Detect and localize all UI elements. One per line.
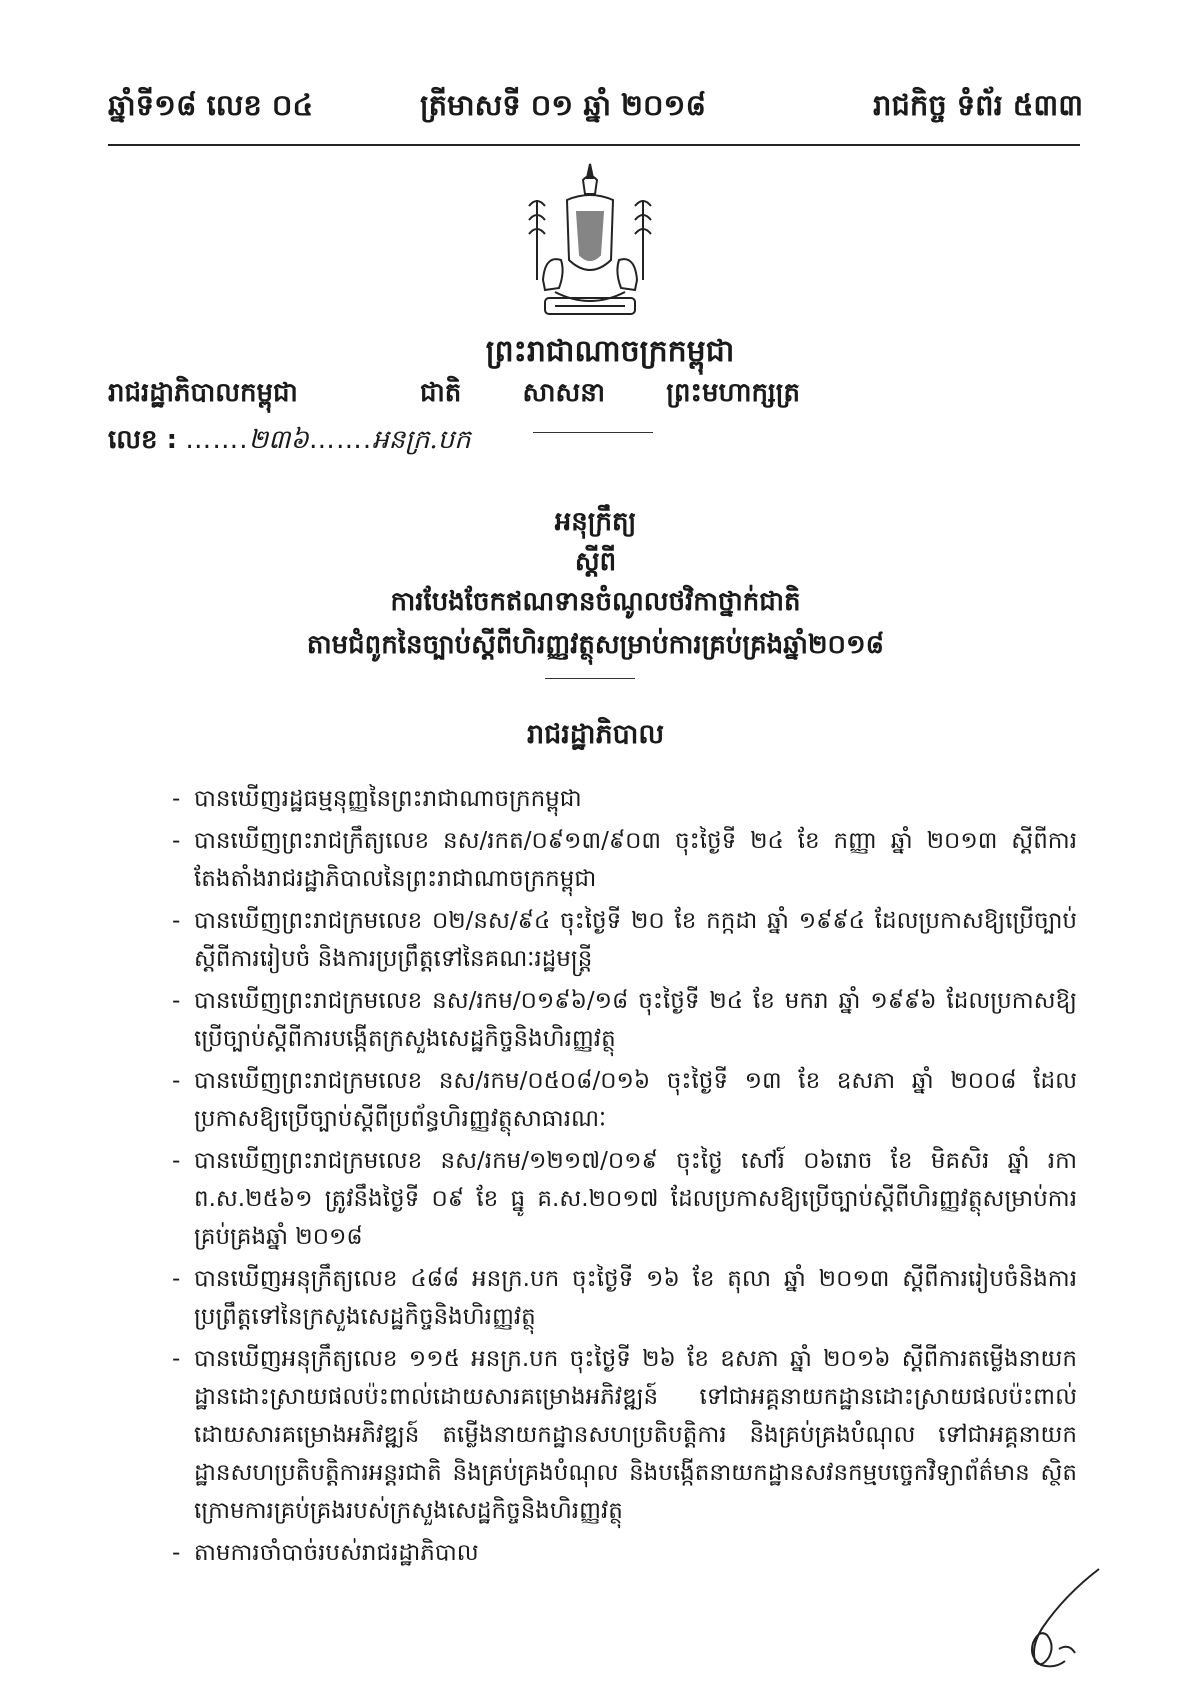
- header-quarter: ត្រីមាសទី ០១ ឆ្នាំ ២០១៨: [420, 88, 707, 122]
- reference-suffix: អនក្រ.បក: [372, 425, 471, 455]
- motto-nation: ជាតិ: [420, 378, 462, 408]
- list-item: [172, 1062, 1077, 1138]
- list-item-text: បានឃើញអនុក្រឹត្យលេខ ១១៥ អនក្រ.បក ចុះថ្ងៃទី ២៦ ខែ ឧសភា ឆ្នាំ ២០១៦ ស្តីពីការតម្លើងនាយកដ្ឋានដោះស្រាយផលប៉ះពាល់ដោយសារគម្រោងអភិវឌ្ឍន៍ ទៅជាអគ្គនាយកដ្ឋានដោះស្រាយផលប៉ះពាល់ដោយសារគម្រោងអភិវឌ្ឍន៍ តម្លើងនាយកដ្ឋានសហប្រតិបត្តិការ និងគ្រប់គ្រងបំណុល ទៅជាអគ្គនាយកដ្ឋានសហប្រតិបត្តិការអន្តរជាតិ និងគ្រប់គ្រងបំណុល និងបង្កើតនាយកដ្ឋានសវនកម្មបច្ចេកវិទ្យាព័ត៌មាន ស្ថិតក្រោមការគ្រប់គ្រងរបស់ក្រសួងសេដ្ឋកិច្ចនិងហិរញ្ញវត្ថុ: [194, 1346, 1077, 1524]
- list-item: [172, 1142, 1077, 1256]
- motto-divider: [533, 432, 653, 433]
- list-item: [172, 1534, 1077, 1572]
- document-type: អនុក្រឹត្យ: [554, 507, 637, 537]
- list-item-text: បានឃើញរដ្ឋធម្មនុញ្ញនៃព្រះរាជាណាចក្រកម្ពុជា: [194, 786, 582, 812]
- reference-dots-2: …….: [308, 425, 373, 455]
- list-item: [172, 780, 1077, 818]
- list-marker: -: [172, 1068, 181, 1094]
- list-item: [172, 1260, 1077, 1336]
- reference-dots: …….: [185, 425, 249, 455]
- list-item-text: បានឃើញព្រះរាជក្រមលេខ នស/រកម/០៥០៨/០១៦ ចុះថ្ងៃទី ១៣ ខែ ឧសភា ឆ្នាំ ២០០៨ ដែលប្រកាសឱ្យប្រើច្បាប់ស្តីពីប្រព័ន្ធហិរញ្ញវត្ថុសាធារណៈ: [194, 1068, 1077, 1132]
- motto-religion: សាសនា: [522, 378, 606, 408]
- document-title-line-2: តាមជំពូកនៃច្បាប់ស្តីពីហិរញ្ញវត្ថុសម្រាប់ការគ្រប់គ្រងឆ្នាំ២០១៨: [306, 630, 885, 660]
- motto-king: ព្រះមហាក្សត្រ: [666, 378, 800, 408]
- list-marker: -: [172, 1346, 181, 1372]
- list-item: [172, 1340, 1077, 1530]
- list-item-text: បានឃើញព្រះរាជក្រមលេខ ០២/នស/៩៤ ចុះថ្ងៃទី ២០ ខែ កក្កដា ឆ្នាំ ១៩៩៤ ដែលប្រកាសឱ្យប្រើច្បាប់ស្តីពីការរៀបចំ និងការប្រព្រឹត្តទៅនៃគណៈរដ្ឋមន្ត្រី: [194, 908, 1077, 972]
- reference-label: លេខ :: [108, 425, 177, 455]
- signature-icon: [995, 1565, 1105, 1675]
- header-page: រាជកិច្ច ទំព័រ ៥៣៣: [873, 88, 1083, 122]
- list-marker: -: [172, 828, 181, 854]
- government-name: រាជរដ្ឋាភិបាលកម្ពុជា: [108, 378, 298, 408]
- list-item-text: បានឃើញព្រះរាជក្រមលេខ នស/រកម/០១៩៦/១៨ ចុះថ្ងៃទី ២៤ ខែ មករា ឆ្នាំ ១៩៩៦ ដែលប្រកាសឱ្យប្រើច្បាប់ស្តីពីការបង្កើតក្រសួងសេដ្ឋកិច្ចនិងហិរញ្ញវត្ថុ: [194, 988, 1077, 1052]
- list-item-text: បានឃើញព្រះរាជក្រឹត្យលេខ នស/រកត/០៩១៣/៩០៣ ចុះថ្ងៃទី ២៤ ខែ កញ្ញា ឆ្នាំ ២០១៣ ស្តីពីការតែងតាំងរាជរដ្ឋាភិបាលនៃព្រះរាជាណាចក្រកម្ពុជា: [194, 828, 1077, 892]
- list-item-text: តាមការចាំបាច់របស់រាជរដ្ឋាភិបាល: [194, 1540, 479, 1566]
- list-item: [172, 902, 1077, 978]
- list-marker: -: [172, 1266, 181, 1292]
- list-marker: -: [172, 786, 181, 812]
- national-motto: [420, 376, 800, 414]
- title-divider: [545, 678, 635, 679]
- list-marker: -: [172, 1148, 181, 1174]
- list-marker: -: [172, 1540, 181, 1566]
- kingdom-name: ព្រះរាជាណាចក្រកម្ពុជា: [485, 334, 735, 369]
- reference-handwritten-number: ២៣៦: [248, 425, 309, 455]
- issuing-body: រាជរដ្ឋាភិបាល: [526, 719, 665, 750]
- list-item: [172, 982, 1077, 1058]
- list-item: [172, 822, 1077, 898]
- list-marker: -: [172, 908, 181, 934]
- considerations-list: [172, 780, 1077, 1576]
- list-item-text: បានឃើញអនុក្រឹត្យលេខ ៤៨៨ អនក្រ.បក ចុះថ្ងៃទី ១៦ ខែ តុលា ឆ្នាំ ២០១៣ ស្តីពីការរៀបចំនិងការប្រព្រឹត្តទៅនៃក្រសួងសេដ្ឋកិច្ចនិងហិរញ្ញវត្ថុ: [194, 1266, 1077, 1330]
- reference-number: [108, 423, 471, 461]
- royal-coat-of-arms-icon: [515, 160, 665, 325]
- header-issue: ឆ្នាំទី១៨ លេខ ០៤: [108, 88, 313, 122]
- list-item-text: បានឃើញព្រះរាជក្រមលេខ នស/រកម/១២១៧/០១៩ ចុះថ្ងៃ សៅរ៍ ០៦រោច ខែ មិគសិរ ឆ្នាំ រកា ព.ស.២៥៦១ ត្រូវនឹងថ្ងៃទី ០៩ ខែ ធ្នូ គ.ស.២០១៧ ដែលប្រកាសឱ្យប្រើច្បាប់ស្តីពីហិរញ្ញវត្ថុសម្រាប់ការគ្រប់គ្រងឆ្នាំ ២០១៨: [194, 1148, 1077, 1250]
- header-divider: [108, 144, 1080, 146]
- list-marker: -: [172, 988, 181, 1014]
- document-about: ស្តីពី: [574, 547, 617, 577]
- document-title-line-1: ការបែងចែកឥណទានចំណូលថវិកាថ្នាក់ជាតិ: [390, 587, 801, 617]
